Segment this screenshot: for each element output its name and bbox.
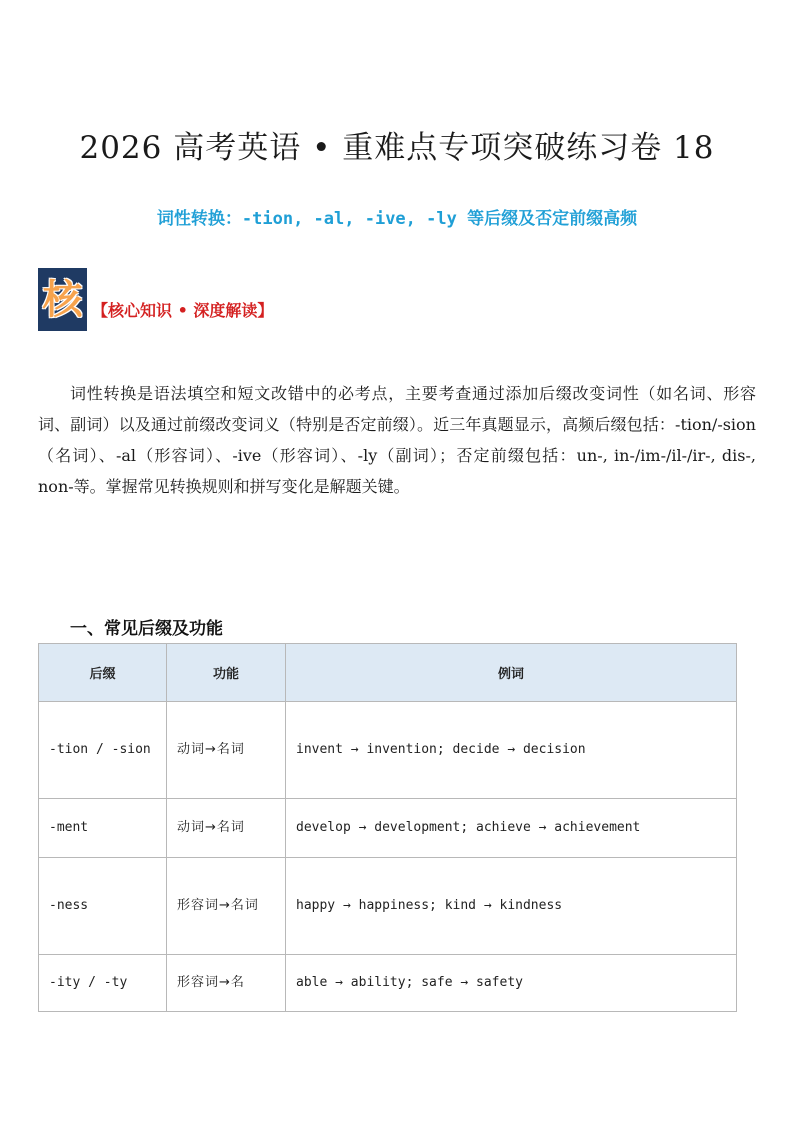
core-knowledge-badge xyxy=(38,268,87,331)
suffix-cell: -tion / -sion xyxy=(39,702,167,799)
examples-cell: invent → invention; decide → decision xyxy=(286,702,737,799)
table-row xyxy=(39,858,737,955)
examples-cell: able → ability; safe → safety xyxy=(286,955,737,1012)
document-subtitle: 词性转换：-tion, -al, -ive, -ly 等后缀及否定前缀高频 xyxy=(156,209,638,229)
section-heading-suffixes: 一、常见后缀及功能 xyxy=(70,619,223,639)
function-cell: 动词→名词 xyxy=(167,702,286,799)
table-row xyxy=(39,955,737,1012)
table-row xyxy=(39,702,737,799)
column-header-examples: 例词 xyxy=(286,644,737,702)
column-header-suffix: 后缀 xyxy=(39,644,167,702)
function-cell: 形容词→名 xyxy=(167,955,286,1012)
column-header-function: 功能 xyxy=(167,644,286,702)
suffix-cell: -ness xyxy=(39,858,167,955)
examples-cell: happy → happiness; kind → kindness xyxy=(286,858,737,955)
examples-cell: develop → development; achieve → achievement xyxy=(286,799,737,858)
suffix-table xyxy=(38,643,737,1012)
core-knowledge-label: 【核心知识 • 深度解读】 xyxy=(92,301,274,320)
suffix-cell: -ity / -ty xyxy=(39,955,167,1012)
document-title: 2026 高考英语 • 重难点专项突破练习卷 18 xyxy=(79,130,715,166)
function-cell: 形容词→名词 xyxy=(167,858,286,955)
function-cell: 动词→名词 xyxy=(167,799,286,858)
badge-char: 核 xyxy=(42,276,83,323)
table-header-row xyxy=(39,644,737,702)
intro-paragraph: 词性转换是语法填空和短文改错中的必考点，主要考查通过添加后缀改变词性（如名词、形容词、副词）以及通过前缀改变词义（特别是否定前缀）。近三年真题显示，高频后缀包括：-tion/-sion（名词）、-al（形容词）、-ive（形容词）、-ly（副词）；否定前缀包括：un-, in-/im-/il-/ir-, dis-, non-等。掌握常见转换规则和拼写变化是解题关键。 xyxy=(38,384,756,496)
table-row xyxy=(39,799,737,858)
suffix-cell: -ment xyxy=(39,799,167,858)
